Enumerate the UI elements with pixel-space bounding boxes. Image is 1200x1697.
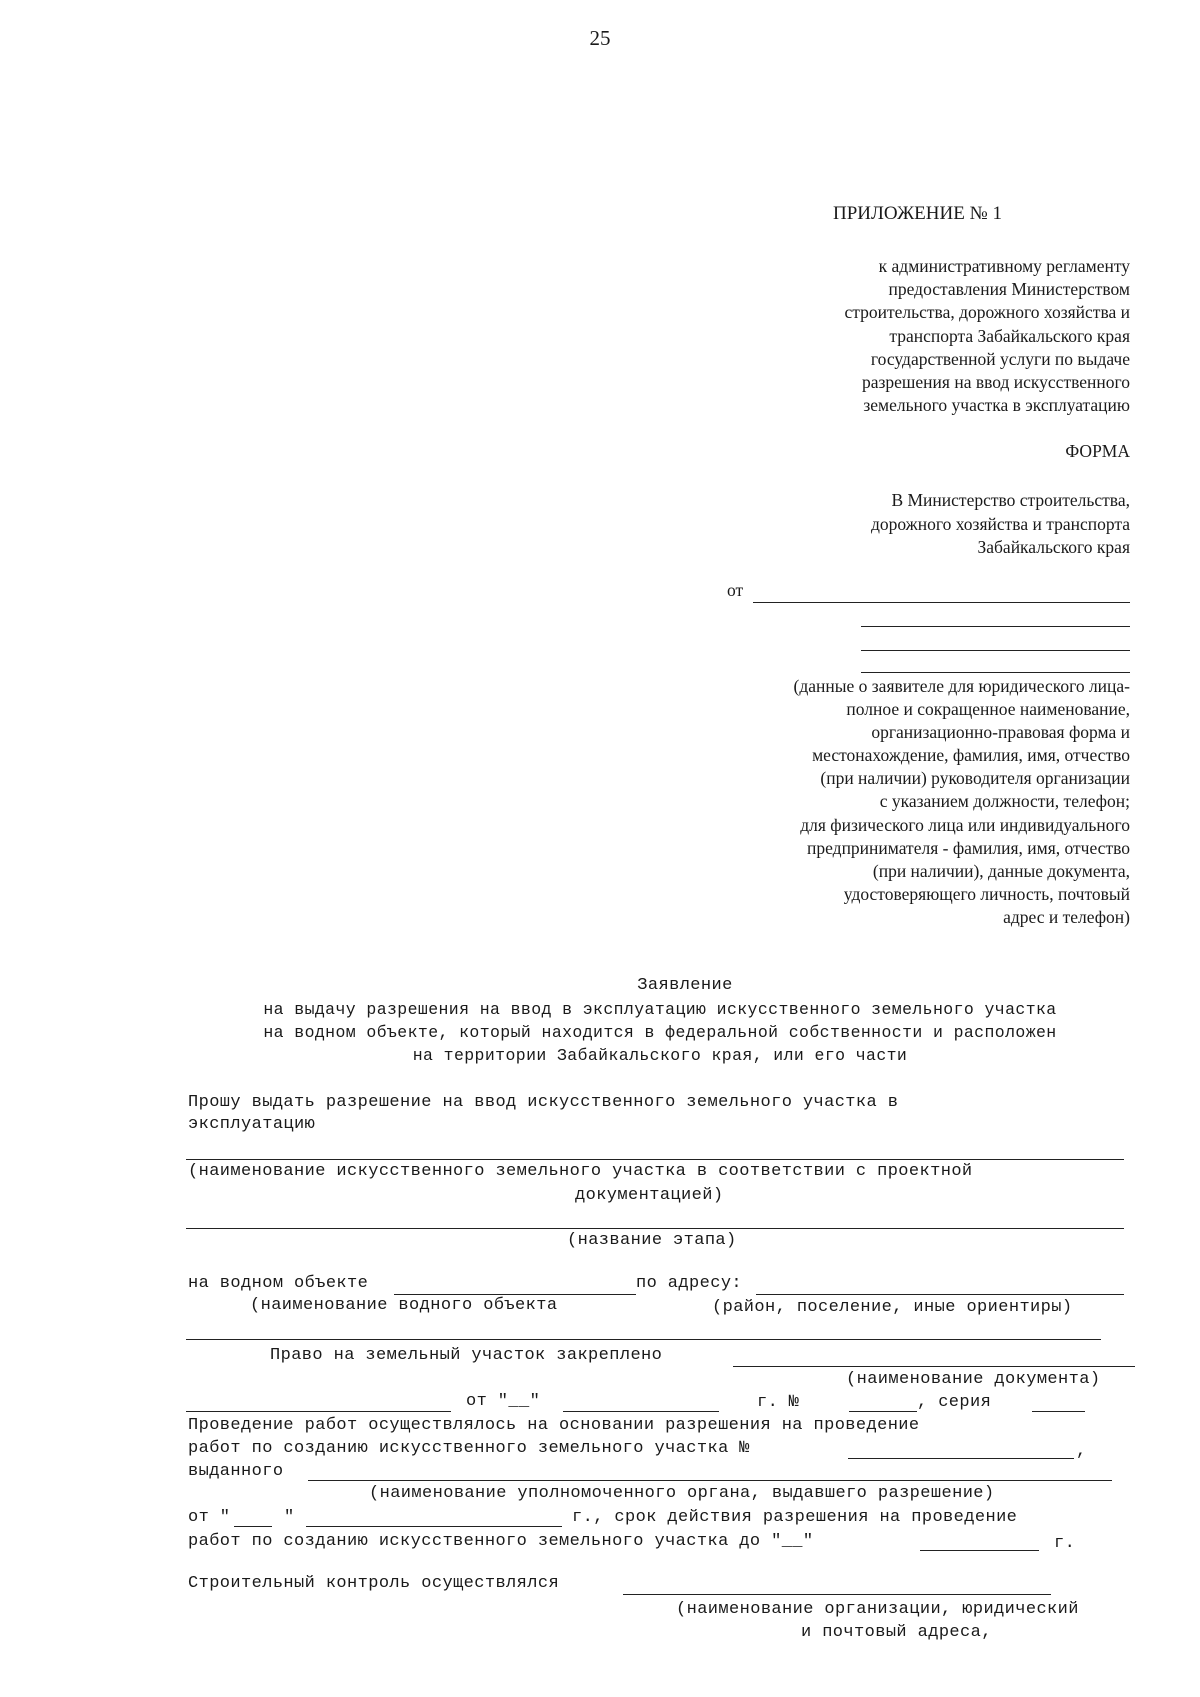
site-name-hint: (наименование искусственного земельного участка в соответствии с проектной <box>188 1162 973 1181</box>
applicant-field-line[interactable] <box>861 650 1130 651</box>
appendix-description <box>845 255 1131 417</box>
recipient-line: дорожного хозяйства и транспорта <box>870 513 1130 534</box>
address-extra-field-line[interactable] <box>186 1339 1101 1340</box>
appendix-line: к административному регламенту <box>878 256 1130 276</box>
applicant-field-line[interactable] <box>753 602 1130 603</box>
request-text: эксплуатацию <box>188 1115 316 1134</box>
recipient-block <box>871 489 1130 560</box>
control-label: Строительный контроль осуществлялся <box>188 1574 560 1593</box>
permit-date-quote: " <box>284 1508 295 1527</box>
applicant-hint-line: предпринимателя - фамилия, имя, отчество <box>807 837 1130 858</box>
appendix-line: предоставления Министерством <box>888 279 1130 300</box>
land-right-field-line[interactable] <box>733 1366 1135 1367</box>
term-date-field-line[interactable] <box>920 1550 1039 1551</box>
works-basis-text: работ по созданию искусственного земельного участка № <box>188 1439 750 1458</box>
organization-hint: и почтовый адреса, <box>801 1623 992 1642</box>
applicant-hint-line: полное и сокращенное наименование, <box>846 699 1130 720</box>
subheading-line: на территории Забайкальского края, или его части <box>412 1046 908 1065</box>
site-name-hint: документацией) <box>575 1186 724 1205</box>
term-year-label: г. <box>1054 1534 1076 1553</box>
authority-field-line[interactable] <box>308 1480 1112 1481</box>
water-object-field-line[interactable] <box>394 1294 636 1295</box>
applicant-hint-line: (при наличии), данные документа, <box>872 860 1130 881</box>
permit-day-field-line[interactable] <box>234 1526 272 1527</box>
works-basis-text: Проведение работ осуществлялось на основании разрешения на проведение <box>188 1416 920 1435</box>
applicant-field-line[interactable] <box>861 672 1130 673</box>
issued-label: выданного <box>188 1462 284 1481</box>
permit-number-comma: , <box>1076 1442 1087 1461</box>
document-date-label: от "__" <box>466 1392 541 1411</box>
appendix-line: земельного участка в эксплуатацию <box>863 395 1130 416</box>
control-field-line[interactable] <box>623 1594 1051 1595</box>
appendix-line: транспорта Забайкальского края <box>889 325 1130 346</box>
land-right-label: Право на земельный участок закреплено <box>270 1346 663 1365</box>
permit-date-field-line[interactable] <box>306 1526 562 1527</box>
stage-hint: (название этапа) <box>567 1231 737 1250</box>
applicant-hint <box>794 675 1130 929</box>
applicant-hint-line: местонахождение, фамилия, имя, отчество <box>812 745 1130 766</box>
applicant-hint-line: удостоверяющего личность, почтовый <box>843 883 1130 904</box>
from-label: от <box>727 580 744 600</box>
document-number-label: г. № <box>757 1393 800 1412</box>
document-series-label: , серия <box>917 1393 992 1412</box>
subheading-line: на водном объекте, который находится в федеральной собственности и расположен <box>263 1023 1057 1042</box>
permit-number-field-line[interactable] <box>848 1458 1074 1459</box>
applicant-hint-line: (при наличии) руководителя организации <box>820 768 1130 789</box>
address-field-line[interactable] <box>756 1294 1124 1295</box>
appendix-line: государственной услуги по выдаче <box>870 348 1130 369</box>
address-hint: (район, поселение, иные ориентиры) <box>712 1298 1073 1317</box>
water-object-label: на водном объекте <box>188 1274 369 1293</box>
water-object-hint: (наименование водного объекта <box>250 1296 558 1315</box>
organization-hint: (наименование организации, юридический <box>676 1600 1079 1619</box>
applicant-hint-line: (данные о заявителе для юридического лица- <box>793 676 1130 696</box>
applicant-hint-line: для физического лица или индивидуального <box>800 814 1130 835</box>
appendix-line: разрешения на ввод искусственного <box>861 372 1130 393</box>
application-subheading <box>140 998 1180 1067</box>
applicant-field-line[interactable] <box>861 626 1130 627</box>
request-text: Прошу выдать разрешение на ввод искусственного земельного участка в <box>188 1093 899 1112</box>
document-series-field-line[interactable] <box>1032 1411 1085 1412</box>
appendix-title: ПРИЛОЖЕНИЕ № 1 <box>833 203 1002 224</box>
authority-hint: (наименование уполномоченного органа, выдавшего разрешение) <box>369 1484 995 1503</box>
permit-date-label: от " <box>188 1508 231 1527</box>
works-until-text: работ по созданию искусственного земельного участка до "__" <box>188 1532 814 1551</box>
appendix-line: строительства, дорожного хозяйства и <box>844 302 1130 323</box>
document-number-field-line[interactable] <box>849 1411 917 1412</box>
applicant-hint-line: организационно-правовая форма и <box>871 722 1130 743</box>
document-name-field-line[interactable] <box>186 1411 451 1412</box>
page-number: 25 <box>589 26 611 50</box>
application-heading: Заявление <box>637 976 733 995</box>
recipient-line: Забайкальского края <box>977 537 1130 557</box>
document-hint: (наименование документа) <box>846 1370 1101 1389</box>
form-label: ФОРМА <box>1065 441 1130 461</box>
applicant-hint-line: адрес и телефон) <box>1003 906 1130 927</box>
document-date-field-line[interactable] <box>563 1411 719 1412</box>
subheading-line: на выдачу разрешения на ввод в эксплуатацию искусственного земельного участка <box>263 1000 1057 1019</box>
recipient-line: В Министерство строительства, <box>891 490 1130 510</box>
address-label: по адресу: <box>636 1274 743 1293</box>
stage-field-line[interactable] <box>186 1228 1124 1229</box>
applicant-hint-line: с указанием должности, телефон; <box>879 791 1130 812</box>
permit-term-text: г., срок действия разрешения на проведение <box>572 1508 1018 1527</box>
site-name-field-line[interactable] <box>186 1159 1124 1160</box>
